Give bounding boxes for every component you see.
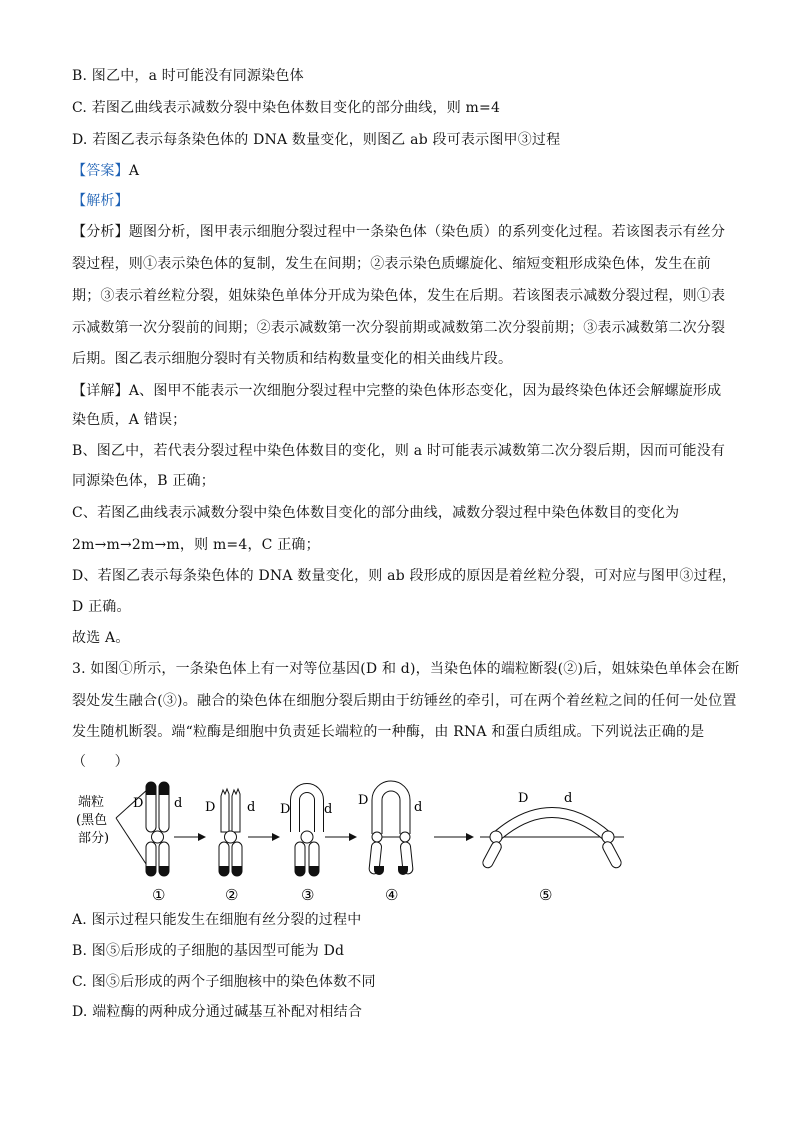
detail-text: A、图甲不能表示一次细胞分裂过程中完整的染色体形态变化，因为最终染色体还会解螺旋形成	[128, 383, 722, 399]
option-a-q3: A. 图示过程只能发生在细胞有丝分裂的过程中	[72, 912, 362, 928]
fenxi-line	[72, 222, 725, 242]
arrow-head	[272, 833, 280, 841]
gene-label: D	[358, 793, 369, 808]
question3-line: （ ）	[72, 754, 129, 770]
pointer-line	[116, 818, 148, 867]
option-c-prev: C. 若图乙曲线表示减数分裂中染色体数目变化的部分曲线，则 m=4	[72, 100, 501, 116]
telomere-label: (黑色	[76, 813, 108, 828]
fenxi-tag: 【分析】	[72, 224, 129, 240]
answer-line	[72, 161, 139, 181]
fenxi-line: 期；③表示着丝粒分裂，姐妹染色单体分开成为染色体，发生在后期。若该图表示减数分裂过程，则①表	[72, 288, 726, 304]
analysis-heading: 【解析】	[72, 193, 129, 209]
chromosome-stage-5	[480, 791, 624, 869]
answer-tag: 【答案】	[72, 163, 129, 179]
option-c-q3: C. 图⑤后形成的两个子细胞核中的染色体数不同	[72, 974, 376, 990]
question3-line: 发生随机断裂。端“粒酶是细胞中负责延长端粒的一种酶，由 RNA 和蛋白质组成。下列说法正确的是	[72, 724, 705, 740]
arrow-head	[466, 833, 474, 841]
question3-line: 裂处发生融合(③)。融合的染色体在细胞分裂后期由于纺锤丝的牵引，可在两个着丝粒之间的任何一处位置	[72, 693, 737, 709]
chromosome-stage-1	[133, 782, 182, 876]
detail-line: C、若图乙曲线表示减数分裂中染色体数目变化的部分曲线，减数分裂过程中染色体数目的变化为	[72, 505, 680, 521]
option-b-prev: B. 图乙中，a 时可能没有同源染色体	[72, 68, 304, 84]
telomere-label: 部分)	[78, 831, 110, 846]
fenxi-line: 裂过程，则①表示染色体的复制，发生在间期；②表示染色质螺旋化、缩短变粗形成染色体，发生在前	[72, 256, 711, 272]
stage-label-4: ④	[385, 886, 399, 904]
gene-label: D	[280, 802, 291, 817]
option-d-prev: D. 若图乙表示每条染色体的 DNA 数量变化，则图乙 ab 段可表示图甲③过程	[72, 132, 561, 148]
detail-line	[72, 381, 721, 401]
gene-label: d	[174, 796, 183, 811]
stage-label-2: ②	[225, 886, 239, 904]
arrow-head	[198, 833, 206, 841]
chromosome-stage-4	[358, 786, 422, 875]
fenxi-line: 后期。图乙表示细胞分裂时有关物质和结构数量变化的相关曲线片段。	[72, 351, 513, 367]
detail-line: B、图乙中，若代表分裂过程中染色体数目的变化，则 a 时可能表示减数第二次分裂后期，因而可能没有	[72, 443, 726, 459]
stage-label-5: ⑤	[539, 886, 553, 904]
gene-label: d	[324, 802, 333, 817]
detail-line: 同源染色体，B 正确；	[72, 473, 215, 489]
fenxi-text: 题图分析，图甲表示细胞分裂过程中一条染色体（染色质）的系列变化过程。若该图表示有丝分	[128, 224, 726, 240]
gene-label: d	[564, 791, 573, 806]
gene-label: D	[205, 800, 216, 815]
detail-line: D、若图乙表示每条染色体的 DNA 数量变化，则 ab 段形成的原因是着丝粒分裂，可对应与图甲③过程，	[72, 568, 737, 584]
stage-label-1: ①	[152, 886, 166, 904]
chromosome-figure	[76, 778, 636, 906]
gene-label: D	[133, 796, 144, 811]
detail-line: D 正确。	[72, 599, 131, 615]
gene-label: d	[414, 800, 423, 815]
chromosome-stage-2	[205, 789, 255, 876]
telomere-label: 端粒	[78, 795, 105, 810]
fenxi-line: 示减数第一次分裂前的间期；②表示减数第一次分裂前期或减数第二次分裂前期；③表示减数第二次分裂	[72, 320, 726, 336]
detail-line: 2m→m→2m→m，则 m=4，C 正确；	[72, 537, 320, 553]
option-b-q3: B. 图⑤后形成的子细胞的基因型可能为 Dd	[72, 943, 345, 959]
chromosome-stage-3	[280, 788, 332, 876]
question3-line: 3. 如图①所示，一条染色体上有一对等位基因(D 和 d)，当染色体的端粒断裂(②)后，姐妹染色单体会在断	[72, 661, 740, 677]
detail-tag: 【详解】	[72, 383, 129, 399]
answer-value: A	[128, 163, 140, 179]
stage-label-3: ③	[301, 886, 315, 904]
option-d-q3: D. 端粒酶的两种成分通过碱基互补配对相结合	[72, 1004, 363, 1020]
gene-label: d	[247, 800, 256, 815]
detail-line: 染色质，A 错误；	[72, 412, 187, 428]
detail-line: 故选 A。	[72, 630, 130, 646]
arrow-head	[349, 833, 357, 841]
gene-label: D	[518, 791, 529, 806]
